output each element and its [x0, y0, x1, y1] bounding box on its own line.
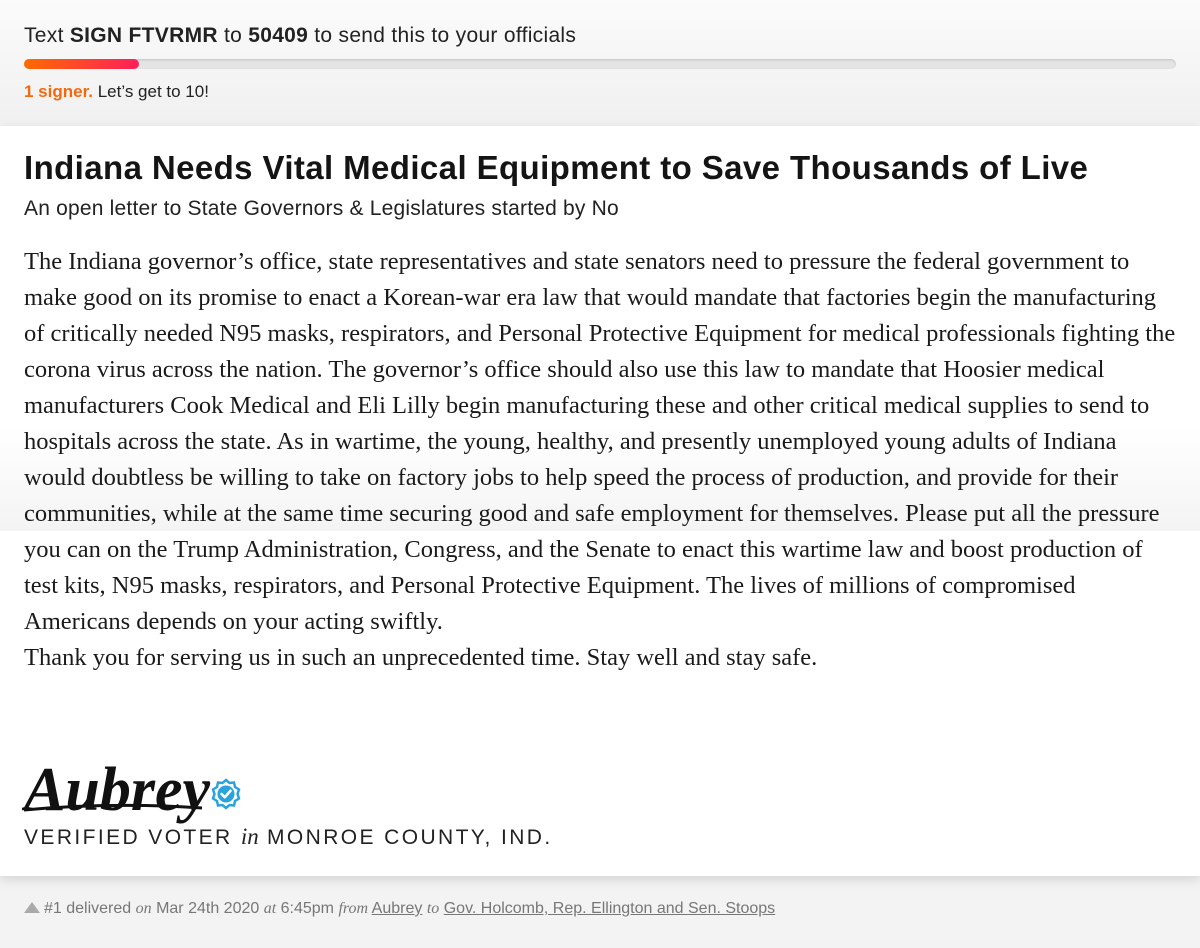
delivery-to: to — [426, 900, 440, 917]
letter-paragraph: Thank you for serving us in such an unprecedented time. Stay well and stay safe. — [24, 644, 818, 671]
signer-progress-bar — [24, 59, 1176, 69]
letter-subtitle: An open letter to State Governors & Legislatures started by No — [24, 197, 619, 220]
sms-to: to — [223, 24, 243, 47]
sms-signup-bar — [0, 0, 1200, 126]
sms-suffix: to send this to your officials — [314, 24, 577, 47]
recipients-link[interactable]: Gov. Holcomb, Rep. Ellington and Sen. Stoops — [443, 900, 776, 917]
delivery-at: at — [263, 900, 277, 917]
voter-in: in — [240, 824, 259, 849]
letter-paragraph: The Indiana governor’s office, state representatives and state senators need to pressure the federal government to make good on its promise to enact a Korean-war era law that would mandate that factories begin the manufacturing of critically needed N95 masks, respirators, and Personal Protective Equipment for medical professionals fighting the corona virus across the nation. The governor’s office should also use this law to mandate that Hoosier medical manufacturers Cook Medical and Eli Lilly begin manufacturing these and other critical medical supplies to send to hospitals across the state. As in wartime, the young, healthy, and presently unemployed young adults of Indiana would doubtless be willing to take on factory jobs to help speed the process of production, and provide for their communities, while at the same time securing good and safe employment for themselves. Please put all the pressure you can on the Trump Administration, Congress, and the Senate to enact this wartime law and boost production of test kits, N95 masks, respirators, and Personal Protective Equipment. The lives of millions of compromised Americans depends on your acting swiftly. — [24, 248, 1176, 635]
signer-goal-text: Let’s get to 10! — [97, 82, 209, 101]
voter-prefix: VERIFIED VOTER — [24, 826, 233, 849]
sender-link[interactable]: Aubrey — [371, 900, 423, 917]
signer-progress-fill — [24, 59, 139, 69]
sms-prefix: Text — [24, 24, 64, 47]
letter-body — [24, 244, 1176, 676]
sms-number: 50409 — [248, 24, 309, 47]
delivery-number: #1 delivered — [44, 900, 132, 917]
voter-county: MONROE COUNTY, IND. — [267, 826, 553, 849]
signer-count — [24, 82, 209, 102]
signature-text: Aubrey — [24, 756, 210, 824]
delivery-date: Mar 24th 2020 — [156, 900, 260, 917]
delivery-info — [24, 900, 775, 918]
triangle-icon — [24, 902, 40, 913]
signer-count-label: 1 signer. — [24, 82, 93, 101]
delivery-from: from — [338, 900, 369, 917]
verified-check-icon — [210, 778, 242, 810]
signature-image — [22, 744, 212, 830]
sms-instruction — [24, 24, 576, 48]
delivery-on: on — [135, 900, 152, 917]
letter-card — [0, 126, 1200, 876]
voter-location — [24, 824, 553, 850]
letter-title: Indiana Needs Vital Medical Equipment to Save Thousands of Live — [24, 149, 1089, 186]
sms-keyword: SIGN FTVRMR — [69, 24, 218, 47]
delivery-time: 6:45pm — [280, 900, 334, 917]
